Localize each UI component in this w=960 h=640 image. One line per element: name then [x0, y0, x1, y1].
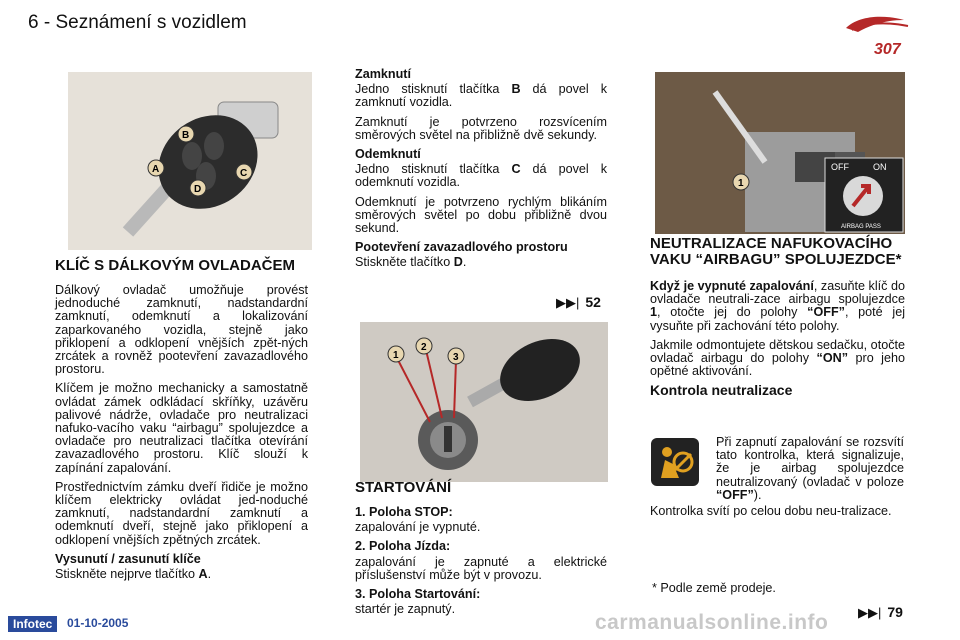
forward-arrow-icon: ▶▶| [556, 295, 580, 310]
subheading-lock: Zamknutí [355, 67, 411, 81]
ignition-photo [360, 322, 608, 482]
airbag-off-warning-icon [651, 438, 699, 486]
paragraph: Odemknutí je potvrzeno rychlým blikáním směrových světel po dobu přibližně dvou sekund. [355, 194, 607, 236]
subheading-boot: Pootevření zavazadlového prostoru [355, 240, 568, 255]
on-label: ON [873, 162, 887, 172]
label-a: A [152, 164, 160, 175]
paragraph: Při zapnutí zapalování se rozsvítí tato kontrolka, která signalizuje, že je airbag spolujezdce neutralizovaný (ovladač v poloze “OFF”). [716, 435, 904, 502]
label-1: 1 [393, 350, 399, 361]
subheading-check: Kontrola neutralizace [650, 382, 793, 399]
paragraph: Klíčem je možno mechanicky a samostatně ovládat zámek odkládací skříňky, uzávěru palivové nádrže, ovladače pro neutralizaci nafuko-vacího vaku “airbagu” spolujezdce a ovladače pro neutralizaci tlačítka otevírání zavazadlového prostoru. Klíč slouží k zapínání zapalování. [55, 381, 308, 475]
paragraph: Jakmile odmontujete dětskou sedačku, otočte ovladač airbagu do polohy “ON” pro jeho opětné aktivování. [650, 337, 905, 379]
page-title: 6 - Seznámení s vozidlem [28, 12, 247, 33]
airbag-pass-label: AIRBAG PASS [841, 224, 881, 230]
position-3-label: 3. Poloha Startování: [355, 587, 481, 602]
page-reference-52[interactable]: ▶▶| 52 [556, 294, 601, 310]
paragraph: Zamknutí je potvrzeno rozsvícením směrových světel na přibližně dvě sekundy. [355, 114, 607, 142]
middle-column [355, 68, 607, 276]
paragraph: Jedno stisknutí tlačítka B dá povel k zamknutí vozidla. [355, 82, 607, 110]
label-b: B [182, 130, 190, 141]
forward-arrow-icon: ▶▶| [858, 605, 882, 620]
paragraph: zapalování je vypnuté. [355, 520, 481, 535]
watermark: carmanualsonline.info [595, 611, 829, 634]
right-column [650, 236, 905, 404]
label-c: C [240, 168, 248, 179]
infotec-badge: Infotec [8, 616, 57, 632]
right-column-end [650, 505, 905, 524]
paragraph: Stiskněte nejprve tlačítko A. [55, 567, 212, 582]
print-date: 01-10-2005 [67, 616, 129, 630]
label-2: 2 [421, 342, 427, 353]
section-heading-start: STARTOVÁNÍ [355, 479, 452, 496]
label-d: D [194, 184, 202, 195]
footnote: * Podle země prodeje. [652, 581, 776, 595]
paragraph: Stiskněte tlačítko D. [355, 255, 467, 270]
warning-text [716, 436, 904, 508]
paragraph: zapalování je zapnuté a elektrické příslušenství může být v provozu. [355, 554, 607, 582]
peugeot-307-logo [838, 10, 918, 58]
left-column [55, 258, 308, 587]
starting-section [355, 480, 607, 622]
key-photo [68, 72, 312, 250]
subheading: Vysunutí / zasunutí klíče [55, 551, 201, 566]
paragraph: Dálkový ovladač umožňuje provést jednoduché zamknutí, nadstandardní zamknutí, odemknutí a lokalizování zaparkovaného vozidla, stejně jako přiklopení a odklopení vnějších zpět-ných zrcátek a rovněž pootevření zavazadlového prostoru. [55, 283, 308, 377]
page-reference-79[interactable]: ▶▶| 79 [858, 604, 903, 620]
section-heading-key: KLÍČ S DÁLKOVÝM OVLADAČEM [55, 257, 295, 274]
label-1: 1 [738, 178, 744, 189]
airbag-switch-photo [655, 72, 905, 234]
subheading-unlock: Odemknutí [355, 147, 421, 162]
position-2-label: 2. Poloha Jízda: [355, 539, 451, 554]
off-label: OFF [831, 162, 849, 172]
paragraph: Kontrolka svítí po celou dobu neu-tralizace. [650, 504, 892, 518]
logo-text: 307 [874, 41, 901, 58]
section-heading-airbag: NEUTRALIZACE NAFUKOVACÍHO VAKU “AIRBAGU” SPOLUJEZDCE* [650, 235, 902, 268]
label-3: 3 [453, 352, 459, 363]
paragraph: Jedno stisknutí tlačítka C dá povel k odemknutí vozidla. [355, 162, 607, 190]
paragraph: startér je zapnutý. [355, 602, 456, 617]
paragraph: Když je vypnuté zapalování, zasuňte klíč do ovladače neutrali-zace airbagu spolujezdce 1, otočte jej do polohy “OFF”, poté jej vysuňte při zachování této polohy. [650, 279, 905, 333]
paragraph: Prostřednictvím zámku dveří řidiče je možno klíčem elektricky ovládat jed-noduché zamknutí, nadstandardní zamknutí a odemknutí dveří, stejně jako přiklopení a odklopení vnějších zpětných zrcátek. [55, 479, 308, 547]
position-1-label: 1. Poloha STOP: [355, 505, 453, 519]
